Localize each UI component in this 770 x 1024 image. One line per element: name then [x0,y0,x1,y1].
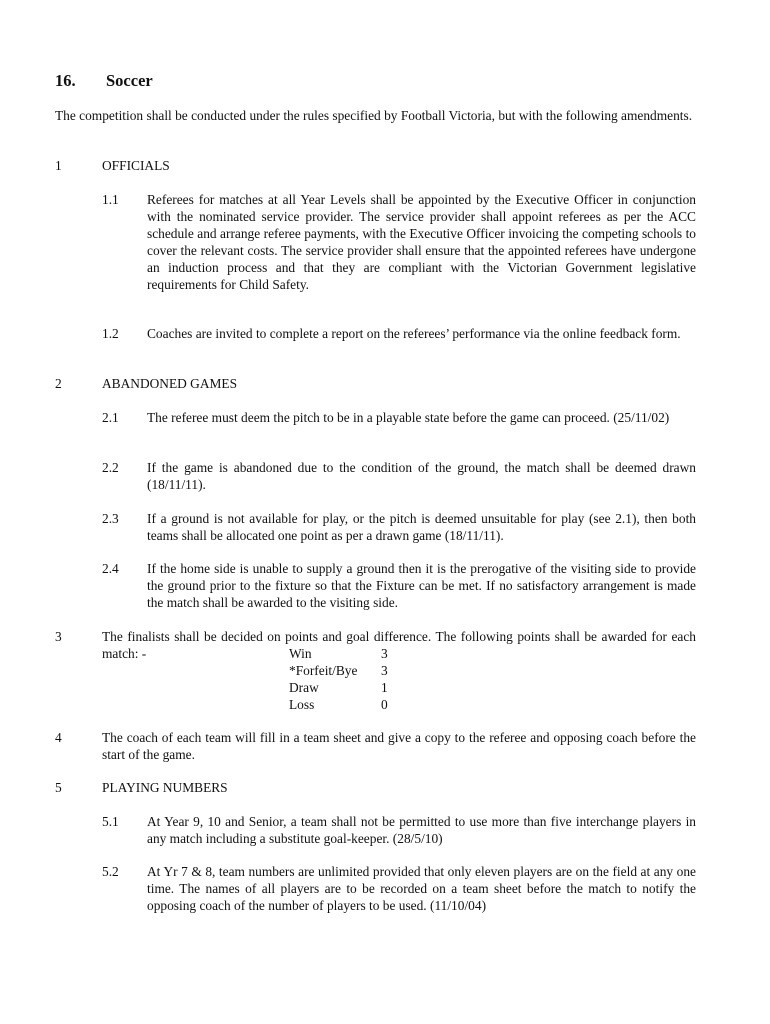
section-5-number: 5 [55,780,62,795]
item-2-4-text: If the home side is unable to supply a ground then it is the prerogative of the visiting side to provide the ground prior to the fixture so that the Fixture can be met. If no satisfactory arrangement is made the match shall be awarded to the visiting side. [147,561,696,610]
section-5-title: PLAYING NUMBERS [102,780,228,795]
item-2-2-number: 2.2 [102,460,119,475]
item-2-1-text: The referee must deem the pitch to be in a playable state before the game can proceed. (25/11/02) [147,410,670,425]
points-label: Loss [289,697,315,712]
section-1-number: 1 [55,158,62,173]
points-value: 1 [381,680,388,695]
section-3-text: The finalists shall be decided on points and goal difference. The following points shall be awarded for each match: - [102,629,696,661]
points-value: 3 [381,663,388,678]
points-row-loss [289,696,388,713]
section-3-number: 3 [55,629,62,644]
item-1-2-text: Coaches are invited to complete a report on the referees’ performance via the online feedback form. [147,326,681,341]
item-1-1-text: Referees for matches at all Year Levels shall be appointed by the Executive Officer in conjunction with the nominated service provider. The service provider shall appoint referees as per the ACC schedule and arrange referee payments, with the Executive Officer invoicing the competing schools to cover the relevant costs. The service provider shall ensure that the appointed referees have undergone an induction process and that they are compliant with the Victorian Government legislative requirements for Child Safety. [147,192,696,292]
item-1-2-number: 1.2 [102,326,119,341]
points-row-forfeit [289,662,388,679]
points-label: Draw [289,680,319,695]
item-5-2-text: At Yr 7 & 8, team numbers are unlimited provided that only eleven players are on the field at any one time. The names of all players are to be recorded on a team sheet before the match to notify the opposing coach of the number of players to be used. (11/10/04) [147,864,696,913]
item-1-1-number: 1.1 [102,192,119,207]
section-4-text: The coach of each team will fill in a team sheet and give a copy to the referee and opposing coach before the start of the game. [102,730,696,762]
points-row-draw [289,679,388,696]
points-row-win [289,645,388,662]
item-2-2-text: If the game is abandoned due to the condition of the ground, the match shall be deemed drawn (18/11/11). [147,460,696,492]
points-label: Win [289,646,312,661]
intro-paragraph: The competition shall be conducted under the rules specified by Football Victoria, but with the following amendments. [55,108,693,123]
points-table [289,645,388,713]
section-heading-title: Soccer [106,71,153,90]
section-4-number: 4 [55,730,62,745]
item-5-2-number: 5.2 [102,864,119,879]
item-5-1-number: 5.1 [102,814,119,829]
section-heading [55,71,153,91]
points-label: *Forfeit/Bye [289,663,358,678]
item-2-3-number: 2.3 [102,511,119,526]
item-2-3-text: If a ground is not available for play, or the pitch is deemed unsuitable for play (see 2.1), then both teams shall be allocated one point as per a drawn game (18/11/11). [147,511,696,543]
item-2-4-number: 2.4 [102,561,119,576]
item-5-1-text: At Year 9, 10 and Senior, a team shall not be permitted to use more than five interchange players in any match including a substitute goal-keeper. (28/5/10) [147,814,696,846]
points-value: 3 [381,646,388,661]
points-value: 0 [381,697,388,712]
section-1-title: OFFICIALS [102,158,170,173]
section-2-number: 2 [55,376,62,391]
item-2-1-number: 2.1 [102,410,119,425]
section-2-title: ABANDONED GAMES [102,376,238,391]
section-heading-number: 16. [55,71,76,90]
